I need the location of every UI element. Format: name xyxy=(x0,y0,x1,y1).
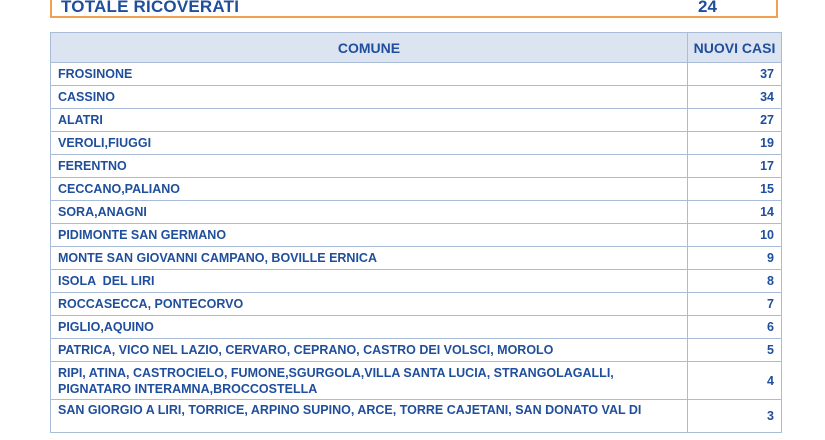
comune-cell: PATRICA, VICO NEL LAZIO, CERVARO, CEPRANO, CASTRO DEI VOLSCI, MOROLO xyxy=(51,339,688,362)
cases-by-comune-table xyxy=(50,32,782,433)
table-row xyxy=(51,86,782,109)
comune-cell: ISOLA DEL LIRI xyxy=(51,270,688,293)
table-row xyxy=(51,293,782,316)
comune-cell: FERENTNO xyxy=(51,155,688,178)
cases-cell: 34 xyxy=(688,86,782,109)
cases-cell: 9 xyxy=(688,247,782,270)
table-row xyxy=(51,155,782,178)
cases-cell: 37 xyxy=(688,63,782,86)
comune-cell: RIPI, ATINA, CASTROCIELO, FUMONE,SGURGOLA,VILLA SANTA LUCIA, STRANGOLAGALLI, PIGNATARO INTERAMNA,BROCCOSTELLA xyxy=(51,362,688,400)
comune-cell: FROSINONE xyxy=(51,63,688,86)
comune-cell: PIGLIO,AQUINO xyxy=(51,316,688,339)
header-comune: COMUNE xyxy=(51,33,688,63)
table-row xyxy=(51,316,782,339)
comune-cell: VEROLI,FIUGGI xyxy=(51,132,688,155)
cases-cell: 6 xyxy=(688,316,782,339)
cases-cell: 8 xyxy=(688,270,782,293)
table-row xyxy=(51,247,782,270)
table-header-row xyxy=(51,33,782,63)
table-row xyxy=(51,63,782,86)
comune-cell: MONTE SAN GIOVANNI CAMPANO, BOVILLE ERNICA xyxy=(51,247,688,270)
table-row xyxy=(51,132,782,155)
header-nuovi-casi: NUOVI CASI xyxy=(688,33,782,63)
comune-cell: ALATRI xyxy=(51,109,688,132)
table-row xyxy=(51,178,782,201)
total-hospitalized-value: 24 xyxy=(698,0,717,16)
cases-cell: 3 xyxy=(688,400,782,433)
cases-cell: 15 xyxy=(688,178,782,201)
comune-cell: CASSINO xyxy=(51,86,688,109)
cases-cell: 4 xyxy=(688,362,782,400)
comune-cell: SORA,ANAGNI xyxy=(51,201,688,224)
cases-cell: 19 xyxy=(688,132,782,155)
cases-cell: 10 xyxy=(688,224,782,247)
total-hospitalized-label: TOTALE RICOVERATI xyxy=(61,0,240,16)
comune-cell: CECCANO,PALIANO xyxy=(51,178,688,201)
table-row xyxy=(51,270,782,293)
total-hospitalized-box xyxy=(50,0,778,18)
cases-cell: 27 xyxy=(688,109,782,132)
table-row xyxy=(51,109,782,132)
table-row xyxy=(51,362,782,400)
comune-cell: ROCCASECCA, PONTECORVO xyxy=(51,293,688,316)
cases-cell: 7 xyxy=(688,293,782,316)
cases-cell: 5 xyxy=(688,339,782,362)
table-row xyxy=(51,224,782,247)
cases-cell: 17 xyxy=(688,155,782,178)
comune-cell: PIDIMONTE SAN GERMANO xyxy=(51,224,688,247)
table-row xyxy=(51,339,782,362)
cases-cell: 14 xyxy=(688,201,782,224)
table-row xyxy=(51,400,782,433)
comune-cell: SAN GIORGIO A LIRI, TORRICE, ARPINO SUPINO, ARCE, TORRE CAJETANI, SAN DONATO VAL DI xyxy=(51,400,688,433)
table-row xyxy=(51,201,782,224)
